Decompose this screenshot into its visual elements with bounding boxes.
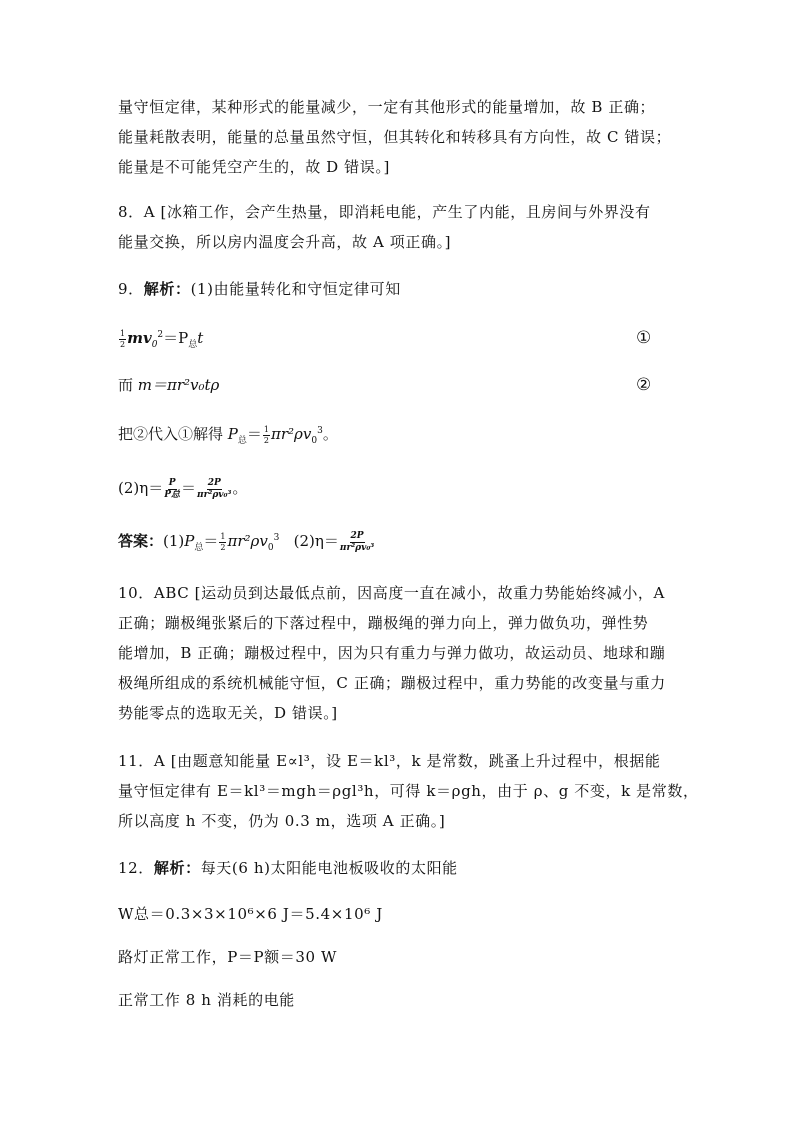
fraction-one-half: $\frac{1}{2}$ [120, 328, 126, 349]
answer-9-heading [118, 274, 683, 304]
efficiency-line: (2)η＝ $\frac{P}{\text{P总}}$ ＝ $\frac{2P}{\text{πr²ρv₀³}}$ 。 [118, 477, 248, 500]
equation-rhs: ＝P [163, 329, 189, 347]
analysis-label: 解析： [143, 280, 191, 298]
answer-line: 答案：$(1)P_总=$ $\frac{1}{2}$ $\pi r^2\rho v_0^3$ (2)η＝ $\frac{2P}{\text{πr²ρv₀³}}$ [118, 530, 375, 553]
text-line: 10．ABC [运动员到达最低点前，因高度一直在减小，故重力势能始终减小，A [118, 584, 665, 602]
fraction-2p-over-denominator: $\frac{2P}{\text{πr²ρv₀³}}$ [197, 477, 232, 500]
fraction-2p-over-denominator: $\frac{2P}{\text{πr²ρv₀³}}$ [339, 530, 375, 553]
text-line: 能增加，B 正确；蹦极过程中，因为只有重力与弹力做功，故运动员、地球和蹦 [118, 644, 666, 662]
question-number: 9． [118, 280, 144, 298]
answer-10 [118, 578, 683, 728]
text-line: 能量交换，所以房内温度会升高，故 A 项正确。] [118, 233, 452, 251]
text-line: (1)由能量转化和守恒定律可知 [190, 280, 401, 298]
equation-2: 而 m＝πr²v₀tρ [118, 376, 220, 394]
fraction-one-half: $\frac{1}{2}$ [220, 531, 226, 552]
equation-1: $\frac{1}{2}$ $mv_0^2=P_总t$ [120, 328, 204, 350]
text-line: 极绳所组成的系统机械能守恒，C 正确；蹦极过程中，重力势能的改变量与重力 [118, 674, 666, 692]
text-line: 能量是不可能凭空产生的，故 D 错误。] [118, 158, 390, 176]
intro-paragraph [118, 92, 683, 182]
answer-8 [118, 197, 683, 257]
mass-expression: m＝πr²v₀tρ [137, 376, 220, 394]
time-symbol: t [197, 329, 204, 347]
substitution-line: 把②代入①解得 $P_总=$ $\frac{1}{2}$ $\pi r^2\rho v_0^3$。 [118, 424, 338, 446]
text-line: 量守恒定律有 E＝kl³＝mgh＝ρgl³h，可得 k＝ρgh，由于 ρ、g 不变，k 是常数， [118, 782, 699, 800]
text-line: 量守恒定律，某种形式的能量减少，一定有其他形式的能量增加，故 B 正确； [118, 98, 656, 116]
answer-12-heading [118, 853, 683, 883]
text-line: 每天(6 h)太阳能电池板吸收的太阳能 [200, 859, 458, 877]
fraction-p-over-ptotal: $\frac{P}{\text{P总}}$ [164, 477, 181, 500]
fraction-one-half: $\frac{1}{2}$ [263, 424, 269, 445]
text-line: 8．A [冰箱工作，会产生热量，即消耗电能，产生了内能，且房间与外界没有 [118, 203, 651, 221]
question-number: 12． [118, 859, 154, 877]
equation-number-2: ② [636, 375, 652, 395]
text-line: 正确；蹦极绳张紧后的下落过程中，蹦极绳的弹力向上，弹力做负功，弹性势 [118, 614, 649, 632]
text-line: 所以高度 h 不变，仍为 0.3 m，选项 A 正确。] [118, 812, 446, 830]
answer-11 [118, 746, 699, 836]
consumption-line: 正常工作 8 h 消耗的电能 [118, 991, 295, 1009]
text-line: 势能零点的选取无关，D 错误。] [118, 704, 338, 722]
text-line: 能量耗散表明，能量的总量虽然守恒，但其转化和转移具有方向性，故 C 错误； [118, 128, 672, 146]
equation-number-1: ① [636, 328, 652, 348]
power-line: 路灯正常工作，P＝P额＝30 W [118, 948, 338, 966]
text-line: 11．A [由题意知能量 E∝l³，设 E＝kl³，k 是常数，跳蚤上升过程中，根据能 [118, 752, 661, 770]
analysis-label: 解析： [153, 859, 201, 877]
energy-line: W总＝0.3×3×10⁶×6 J＝5.4×10⁶ J [118, 905, 383, 923]
